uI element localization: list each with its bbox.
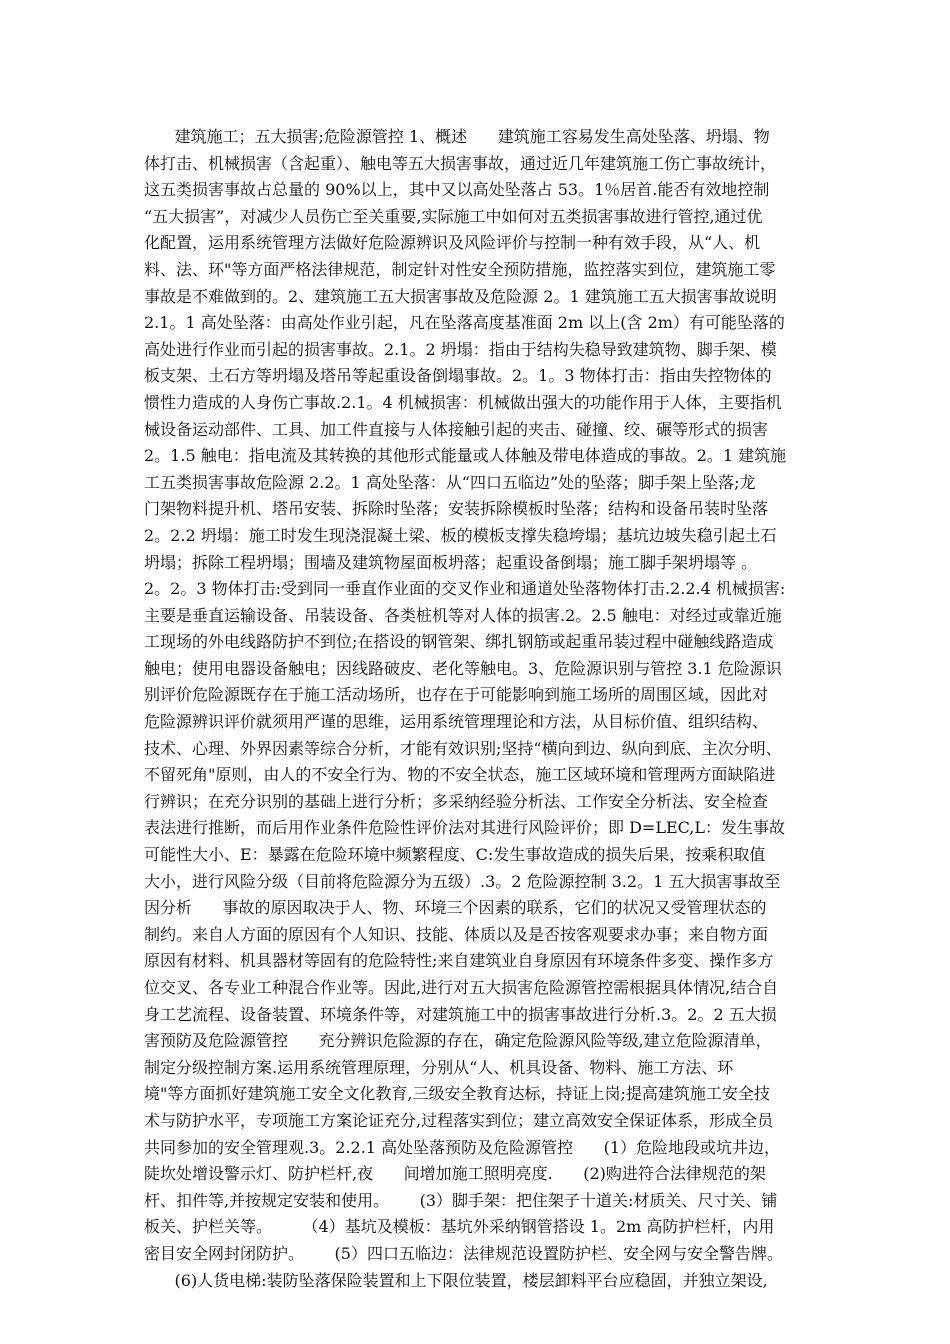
paragraph-line: 技术、心理、外界因素等综合分析，才能有效识别;坚持“横向到边、纵向到底、主次分明、 <box>144 738 782 758</box>
paragraph-line: 境"等方面抓好建筑施工安全文化教育,三级安全教育达标，持证上岗;提高建筑施工安全技 <box>144 1084 770 1104</box>
paragraph-line: 位交叉、各专业工种混合作业等。因此,进行对五大损害危险源管控需根据具体情况,结合自 <box>144 978 779 997</box>
paragraph-line: 事故是不难做到的。2、建筑施工五大损害事故及危险源 2。1 建筑施工五大损害事故说明 <box>144 286 777 306</box>
paragraph-line: 触电；使用电器设备触电；因线路破皮、老化等触电。3、危险源识别与管控 3.1 危险源识 <box>144 658 782 678</box>
paragraph-line: 行辨识；在充分识别的基础上进行分析；多采纳经验分析法、工作安全分析法、安全检查 <box>144 791 769 811</box>
paragraph-line: 工五类损害事故危险源 2.2。1 高处坠落：从“四口五临边”处的坠落；脚手架上坠落;龙 <box>144 472 756 492</box>
paragraph-line: 术与防护水平，专项施工方案论证充分,过程落实到位；建立高效安全保证体系，形成全员 <box>144 1110 774 1130</box>
paragraph-line: 这五类损害事故占总量的 90%以上，其中又以高处坠落占 53。1％居首.能否有效地控制 <box>144 180 770 200</box>
paragraph-line: 密目安全网封闭防护。 (5）四口五临边：法律规范设置防护栏、安全网与安全警告牌。 <box>144 1243 783 1263</box>
paragraph-line: 体打击、机械损害（含起重）、触电等五大损害事故，通过近几年建筑施工伤亡事故统计， <box>144 153 777 173</box>
document-body <box>144 124 824 1294</box>
paragraph-line: 工现场的外电线路防护不到位;在搭设的钢管架、绑扎钢筋或起重吊装过程中碰触线路造成 <box>144 632 774 652</box>
paragraph-line: 共同参加的安全管理观.3。2.2.1 高处坠落预防及危险源管控 (1）危险地段或坑井边， <box>144 1137 781 1157</box>
paragraph-line: 坍塌；拆除工程坍塌；围墙及建筑物屋面板坍落；起重设备倒塌；施工脚手架坍塌等 。 <box>144 552 758 572</box>
paragraph-line: 制约。来自人方面的原因有个人知识、技能、体质以及是否按客观要求办事；来自物方面 <box>144 924 769 944</box>
paragraph-line: (6)人货电梯:装防坠落保险装置和上下限位装置，楼层卸料平台应稳固，并独立架设, <box>144 1270 768 1290</box>
paragraph-line: 身工艺流程、设备装置、环境条件等，对建筑施工中的损害事故进行分析.3。2。2 五大损 <box>144 1004 777 1024</box>
paragraph-line: 2。2。3 物体打击:受到同一垂直作业面的交叉作业和通道处坠落物体打击.2.2.4 机械损害: <box>144 579 786 599</box>
paragraph-line: 械设备运动部件、工具、加工件直接与人体接触引起的夹击、碰撞、绞、碾等形式的损害 <box>144 419 769 439</box>
paragraph-line: 2。2.2 坍塌：施工时发生现浇混凝土梁、板的模板支撑失稳垮塌；基坑边坡失稳引起土石 <box>144 525 777 545</box>
paragraph-line: 板支架、土石方等坍塌及塔吊等起重设备倒塌事故。2。1。3 物体打击：指由失控物体的 <box>144 366 772 386</box>
paragraph-line: “五大损害”，对减少人员伤亡至关重要,实际施工中如何对五类损害事故进行管控,通过优 <box>144 206 763 226</box>
paragraph-line: 建筑施工；五大损害;危险源管控 1、概述 建筑施工容易发生高处坠落、坍塌、物 <box>144 127 770 146</box>
paragraph-line: 陡坎处增设警示灯、防护栏杆,夜 间增加施工照明亮度. (2)购进符合法律规范的架 <box>144 1164 766 1184</box>
paragraph-line: 杆、扣件等,并按规定安装和使用。 (3）脚手架：把住架子十道关:材质关、尺寸关、铺 <box>144 1190 778 1210</box>
paragraph-line: 表法进行推断，而后用作业条件危险性评价法对其进行风险评价；即 D=LEC,L：发生事故 <box>144 818 786 838</box>
paragraph-line: 板关、护栏关等。 （4）基坑及模板：基坑外采纳钢管搭设 1。2m 高防护栏杆，内用 <box>144 1217 775 1237</box>
paragraph-line: 2。1.5 触电：指电流及其转换的其他形式能量或人体触及带电体造成的事故。2。1 建筑施 <box>144 446 787 466</box>
paragraph-line: 因分析 事故的原因取决于人、物、环境三个因素的联系，它们的状况又受管理状态的 <box>144 898 767 918</box>
paragraph-line: 别评价危险源既存在于施工活动场所，也存在于可能影响到施工场所的周围区域，因此对 <box>144 685 769 705</box>
paragraph-line: 可能性大小、E：暴露在危险环境中频繁程度、C:发生事故造成的损失后果，按乘积取值 <box>144 845 766 865</box>
paragraph-line: 大小，进行风险分级（目前将危险源分为五级）.3。2 危险源控制 3.2。1 五大损害事故至 <box>144 871 781 891</box>
paragraph-line: 制定分级控制方案.运用系统管理原理，分别从“人、机具设备、物料、施工方法、环 <box>144 1057 734 1077</box>
paragraph-line: 害预防及危险源管控 充分辨识危险源的存在，确定危险源风险等级,建立危险源清单， <box>144 1031 772 1051</box>
paragraph-line: 不留死角"原则，由人的不安全行为、物的不安全状态，施工区域环境和管理两方面缺陷进 <box>144 765 776 785</box>
paragraph-line: 原因有材料、机具器材等固有的危险特性;来自建筑业自身原因有环境条件多变、操作多方 <box>144 951 774 971</box>
paragraph-line: 高处进行作业而引起的损害事故。2.1。2 坍塌：指由于结构失稳导致建筑物、脚手架、模 <box>144 339 777 359</box>
paragraph-line: 主要是垂直运输设备、吊装设备、各类桩机等对人体的损害.2。2.5 触电：对经过或靠近施 <box>144 605 782 625</box>
paragraph-line: 化配置，运用系统管理方法做好危险源辨识及风险评价与控制一种有效手段，从“人、机 <box>144 233 761 253</box>
paragraph-line: 危险源辨识评价就须用严谨的思维，运用系统管理理论和方法，从目标价值、组织结构、 <box>144 712 769 732</box>
paragraph-line: 料、法、环"等方面严格法律规范，制定针对性安全预防措施，监控落实到位，建筑施工零 <box>144 259 776 279</box>
paragraph-line: 惯性力造成的人身伤亡事故.2.1。4 机械损害：机械做出强大的功能作用于人体，主要指机 <box>144 392 782 412</box>
paragraph-line: 2.1。1 高处坠落：由高处作业引起，凡在坠落高度基准面 2m 以上(含 2m）有可能坠落的 <box>144 313 785 333</box>
paragraph-line: 门架物料提升机、塔吊安装、拆除时坠落；安装拆除模板时坠落；结构和设备吊装时坠落 <box>144 499 769 519</box>
